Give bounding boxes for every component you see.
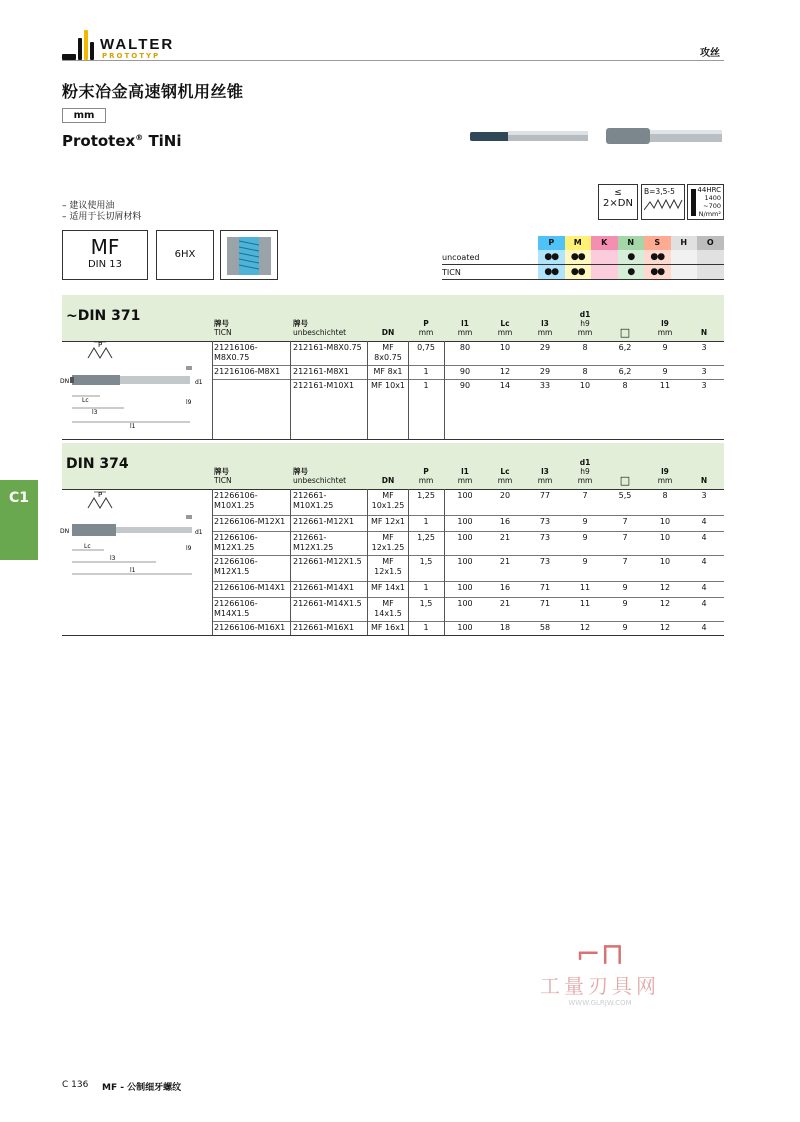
suitability-dots: ●●: [570, 252, 585, 262]
column-header-l1-line: l1: [461, 467, 469, 476]
column-header-n-line: N: [700, 328, 708, 337]
cell-ticn: 21266106- M10X1.25: [214, 491, 258, 510]
cell-unb: 212661-M12X1.5: [293, 557, 362, 566]
cell-l3: 73: [539, 557, 551, 566]
cell-dn: MF 8x1: [373, 367, 403, 376]
cell-n: 4: [701, 557, 707, 566]
cell-sq: 6,2: [618, 367, 632, 376]
watermark: [540, 937, 660, 1007]
cell-l1: 100: [457, 599, 473, 608]
cell-dn: MF 14x1: [370, 583, 406, 592]
cell-n: 3: [701, 367, 707, 376]
row-rule: [212, 581, 724, 582]
cell-lc: 10: [499, 343, 511, 352]
svg-text:d1: d1: [195, 379, 203, 386]
row-rule: [212, 365, 724, 366]
cell-p: 1: [423, 583, 429, 592]
strength-top: 1400: [704, 194, 721, 202]
column-header-lc-line: mm: [497, 328, 513, 337]
column-header-l9-line: l9: [661, 467, 669, 476]
column-header-unb: [293, 467, 366, 485]
cell-l3: 71: [539, 583, 551, 592]
footer-title: MF - 公制细牙螺纹: [102, 1083, 182, 1093]
cell-p: 1,5: [419, 599, 433, 608]
column-header-l9-line: mm: [657, 328, 673, 337]
column-header-lc-line: Lc: [500, 467, 510, 476]
cell-lc: 16: [499, 583, 511, 592]
cell-unb: 212661-M12X1: [293, 517, 355, 526]
hardness-bar-icon: [691, 189, 696, 216]
note-oil: – 建议使用油: [62, 201, 115, 211]
column-divider: [290, 341, 291, 439]
column-header-n: [690, 476, 718, 485]
cell-l3: 33: [539, 381, 551, 390]
cell-dn: MF 12x1: [370, 517, 406, 526]
cell-lc: 21: [499, 557, 511, 566]
cell-p: 1: [423, 623, 429, 632]
thread-standard: DIN 13: [87, 259, 123, 270]
product-name: [62, 132, 182, 150]
cell-unb: 212661-M14X1.5: [293, 599, 362, 608]
cell-l9: 12: [659, 599, 671, 608]
column-header-sq: [606, 328, 644, 338]
section2-title: DIN 374: [66, 456, 129, 472]
column-header-p: [410, 319, 442, 337]
suitability-dots: ●●: [570, 267, 585, 277]
page-title: 粉末冶金高速钢机用丝锥: [62, 82, 244, 101]
watermark-text: 工量刃具网: [540, 974, 660, 998]
column-header-p-line: P: [423, 467, 429, 476]
column-header-d1: [566, 310, 604, 337]
column-divider: [367, 341, 368, 439]
cell-l9: 11: [659, 381, 671, 390]
column-header-d1-line: d1: [579, 458, 591, 467]
cell-d1: 9: [582, 517, 588, 526]
cell-n: 4: [701, 583, 707, 592]
threaded-hole-icon: [221, 231, 277, 279]
cell-d1: 8: [582, 367, 588, 376]
material-col-n: N: [618, 236, 645, 250]
cell-sq: 5,5: [618, 491, 632, 500]
brand-subline: PROTOTYP: [102, 52, 161, 60]
column-header-d1-line: h9: [580, 467, 590, 476]
column-header-sq-line: □: [619, 326, 631, 339]
svg-text:l1: l1: [130, 567, 136, 574]
cell-ticn: 21216106-M8X1: [214, 367, 281, 376]
cell-l3: 29: [539, 343, 551, 352]
cell-dn: MF 10x1: [370, 381, 406, 390]
cell-sq: 7: [622, 557, 628, 566]
column-header-ticn: [214, 319, 290, 337]
column-header-d1-line: h9: [580, 319, 590, 328]
row-rule: [212, 621, 724, 622]
svg-text:l3: l3: [92, 409, 98, 416]
cell-unb: 212161-M8X1: [293, 367, 349, 376]
registered-mark: ®: [135, 133, 144, 142]
column-header-l3: [526, 319, 564, 337]
material-col-s: S: [644, 236, 671, 250]
cell-l9: 9: [662, 367, 668, 376]
column-header-unb-line: unbeschichtet: [293, 328, 347, 337]
suitability-dots: ●: [627, 252, 635, 262]
row-rule: [212, 515, 724, 516]
cell-sq: 6,2: [618, 343, 632, 352]
material-col-p: P: [538, 236, 565, 250]
cell-dn: MF 12x1.25: [371, 533, 405, 552]
cell-n: 3: [701, 491, 707, 500]
cell-l9: 10: [659, 557, 671, 566]
cell-dn: MF 10x1.25: [371, 491, 405, 510]
section1-title: ~DIN 371: [66, 308, 141, 324]
material-col-m: M: [565, 236, 592, 250]
tap-diagram-din371: [60, 338, 210, 434]
column-header-p: [410, 467, 442, 485]
cell-lc: 14: [499, 381, 511, 390]
column-header-l9: [646, 319, 684, 337]
cell-dn: MF 12x1.5: [374, 557, 402, 576]
column-divider: [367, 489, 368, 635]
watermark-url: WWW.GLRJW.COM: [568, 999, 632, 1007]
cell-ticn: 21266106-M14X1: [214, 583, 286, 592]
column-header-l3: [526, 467, 564, 485]
column-header-d1: [566, 458, 604, 485]
diagram-p-label: P: [98, 341, 103, 349]
cell-lc: 18: [499, 623, 511, 632]
svg-text:l9: l9: [186, 545, 192, 552]
column-header-l1-line: l1: [461, 319, 469, 328]
tolerance-value: 6HX: [174, 249, 196, 260]
material-row-label: uncoated: [442, 253, 480, 262]
material-col-k: K: [591, 236, 618, 250]
cell-ticn: 21266106- M12X1.5: [214, 557, 258, 576]
depth-symbol: ≤: [614, 188, 622, 198]
row-rule: [212, 555, 724, 556]
logo-mark: [62, 30, 98, 60]
cell-unb: 212161-M8X0.75: [293, 343, 362, 352]
cell-lc: 16: [499, 517, 511, 526]
column-header-unb-line: unbeschichtet: [293, 476, 347, 485]
column-header-p-line: mm: [418, 328, 434, 337]
cell-l3: 29: [539, 367, 551, 376]
column-header-l1-line: mm: [457, 328, 473, 337]
chamfer-label: B=3,5-5: [644, 187, 675, 196]
row-rule: [212, 597, 724, 598]
material-cell-bg: [591, 265, 618, 280]
chamfer-icon-box: [641, 184, 685, 220]
cell-l1: 90: [459, 381, 471, 390]
cell-l3: 71: [539, 599, 551, 608]
cell-lc: 12: [499, 367, 511, 376]
column-header-l1: [446, 319, 484, 337]
cell-l9: 8: [662, 491, 668, 500]
cell-l1: 80: [459, 343, 471, 352]
brand-name: WALTER: [100, 36, 175, 53]
cell-lc: 21: [499, 599, 511, 608]
column-header-l3-line: l3: [541, 319, 549, 328]
column-header-ticn-line: 牌号: [214, 467, 229, 476]
cell-p: 1: [423, 381, 429, 390]
column-header-ticn-line: TICN: [214, 328, 232, 337]
column-header-d1-line: d1: [579, 310, 591, 319]
cell-l9: 12: [659, 623, 671, 632]
column-divider: [212, 341, 213, 439]
row-rule: [212, 531, 724, 532]
cell-p: 1,5: [419, 557, 433, 566]
cell-n: 4: [701, 533, 707, 542]
cell-p: 1,25: [417, 533, 435, 542]
column-header-sq: [606, 476, 644, 486]
cell-sq: 8: [622, 381, 628, 390]
cell-n: 4: [701, 517, 707, 526]
chapter-tab: C1: [0, 480, 38, 560]
column-divider: [212, 489, 213, 635]
column-header-unb: [293, 319, 366, 337]
column-header-ticn-line: 牌号: [214, 319, 229, 328]
svg-text:l9: l9: [186, 399, 192, 406]
material-cell-bg: [697, 250, 724, 265]
column-header-dn-line: DN: [381, 476, 395, 485]
cell-d1: 11: [579, 599, 591, 608]
column-header-l3-line: l3: [541, 467, 549, 476]
cell-ticn: 21266106-M16X1: [214, 623, 286, 632]
tap-image-2: [606, 124, 724, 148]
cell-sq: 9: [622, 583, 628, 592]
brand-logo: [62, 30, 202, 62]
cell-d1: 8: [582, 343, 588, 352]
column-header-lc-line: mm: [497, 476, 513, 485]
column-header-dn-line: DN: [381, 328, 395, 337]
column-header-unb-line: 牌号: [293, 319, 308, 328]
cell-unb: 212661-M12X1.25: [293, 533, 334, 552]
cell-l9: 9: [662, 343, 668, 352]
column-divider: [408, 489, 409, 635]
cell-n: 4: [701, 599, 707, 608]
column-header-dn: [368, 328, 408, 337]
column-header-lc: [486, 319, 524, 337]
cell-d1: 7: [582, 491, 588, 500]
suitability-dots: ●●: [650, 252, 665, 262]
column-header-lc-line: Lc: [500, 319, 510, 328]
column-header-lc: [486, 467, 524, 485]
svg-text:P: P: [98, 491, 103, 499]
cell-dn: MF 16x1: [370, 623, 406, 632]
column-header-sq-line: □: [619, 474, 631, 487]
material-group-table: [442, 236, 724, 282]
column-header-l9: [646, 467, 684, 485]
section-label: 攻丝: [700, 48, 720, 59]
hardness-icon-box: [687, 184, 724, 220]
column-header-p-line: P: [423, 319, 429, 328]
column-header-l9-line: mm: [657, 476, 673, 485]
material-cell-bg: [671, 265, 698, 280]
column-header-l1: [446, 467, 484, 485]
cell-ticn: 21266106- M14X1.5: [214, 599, 258, 618]
cell-n: 3: [701, 381, 707, 390]
cell-p: 1: [423, 517, 429, 526]
cell-l1: 90: [459, 367, 471, 376]
cell-sq: 7: [622, 517, 628, 526]
column-divider: [290, 489, 291, 635]
cell-ticn: 21266106- M12X1.25: [214, 533, 258, 552]
depth-value: 2×DN: [603, 198, 633, 209]
table-bottom-rule: [62, 635, 724, 636]
cell-d1: 9: [582, 533, 588, 542]
column-divider: [408, 341, 409, 439]
svg-text:Lc: Lc: [84, 543, 91, 550]
column-header-ticn: [214, 467, 290, 485]
hardness-value: 44HRC: [697, 186, 721, 194]
strength-mid: ~700: [703, 202, 721, 210]
cell-dn: MF 14x1.5: [374, 599, 402, 618]
svg-text:DN: DN: [60, 378, 70, 385]
cell-d1: 10: [579, 381, 591, 390]
suitability-dots: ●●: [544, 267, 559, 277]
cell-l1: 100: [457, 557, 473, 566]
cell-l1: 100: [457, 491, 473, 500]
page-number: C 136: [62, 1080, 89, 1090]
cell-l9: 10: [659, 533, 671, 542]
table-bottom-rule: [62, 439, 724, 440]
tap-image-1: [470, 126, 590, 146]
tolerance-box: [156, 230, 214, 280]
column-header-unb-line: 牌号: [293, 467, 308, 476]
column-header-l3-line: mm: [537, 328, 553, 337]
material-col-o: O: [697, 236, 724, 250]
unit-badge: mm: [62, 108, 106, 123]
cell-sq: 7: [622, 533, 628, 542]
cell-l3: 73: [539, 517, 551, 526]
column-header-dn: [368, 476, 408, 485]
cell-d1: 9: [582, 557, 588, 566]
column-header-d1-line: mm: [577, 476, 593, 485]
svg-text:l3: l3: [110, 555, 116, 562]
cell-d1: 12: [579, 623, 591, 632]
cell-p: 0,75: [417, 343, 435, 352]
cell-ticn: 21266106-M12X1: [214, 517, 286, 526]
strength-unit: N/mm²: [698, 210, 721, 218]
header-rule: [62, 60, 724, 61]
cell-d1: 11: [579, 583, 591, 592]
watermark-logo: ⌐⊓: [575, 937, 625, 972]
hole-type-box: [220, 230, 278, 280]
cell-unb: 212661-M16X1: [293, 623, 355, 632]
svg-text:l1: l1: [130, 423, 136, 430]
column-divider: [444, 341, 445, 439]
cell-sq: 9: [622, 599, 628, 608]
cell-n: 3: [701, 343, 707, 352]
row-rule: [212, 379, 724, 380]
cell-lc: 20: [499, 491, 511, 500]
cell-l9: 12: [659, 583, 671, 592]
thread-type: MF: [90, 235, 120, 259]
cell-l1: 100: [457, 517, 473, 526]
cell-p: 1,25: [417, 491, 435, 500]
cell-n: 4: [701, 623, 707, 632]
column-header-l1-line: mm: [457, 476, 473, 485]
thread-chamfer-icon: [644, 196, 684, 212]
cell-l1: 100: [457, 623, 473, 632]
material-cell-bg: [591, 250, 618, 265]
cell-l3: 58: [539, 623, 551, 632]
tap-diagram-din374: [60, 488, 210, 584]
cell-l1: 100: [457, 583, 473, 592]
svg-text:d1: d1: [195, 529, 203, 536]
cell-l3: 77: [539, 491, 551, 500]
material-cell-bg: [697, 265, 724, 280]
product-name-text: Prototex: [62, 132, 136, 150]
note-long-chip: – 适用于长切屑材料: [62, 212, 142, 222]
cell-unb: 212161-M10X1: [293, 381, 355, 390]
cell-unb: 212661-M14X1: [293, 583, 355, 592]
svg-text:Lc: Lc: [82, 397, 89, 404]
column-header-l3-line: mm: [537, 476, 553, 485]
column-divider: [444, 489, 445, 635]
column-header-ticn-line: TICN: [214, 476, 232, 485]
depth-icon-box: [598, 184, 638, 220]
column-header-p-line: mm: [418, 476, 434, 485]
cell-lc: 21: [499, 533, 511, 542]
thread-type-box: [62, 230, 148, 280]
cell-sq: 9: [622, 623, 628, 632]
column-header-d1-line: mm: [577, 328, 593, 337]
cell-unb: 212661-M10X1.25: [293, 491, 334, 510]
suitability-dots: ●●: [544, 252, 559, 262]
cell-ticn: 21216106- M8X0.75: [214, 343, 258, 362]
cell-l9: 10: [659, 517, 671, 526]
product-coating: TiNi: [148, 132, 182, 150]
material-row-label: TICN: [442, 268, 461, 277]
column-header-l9-line: l9: [661, 319, 669, 328]
cell-l3: 73: [539, 533, 551, 542]
material-cell-bg: [671, 250, 698, 265]
column-header-n: [690, 328, 718, 337]
column-header-n-line: N: [700, 476, 708, 485]
cell-p: 1: [423, 367, 429, 376]
suitability-dots: ●: [627, 267, 635, 277]
cell-dn: MF 8x0.75: [374, 343, 402, 362]
cell-l1: 100: [457, 533, 473, 542]
svg-text:DN: DN: [60, 528, 70, 535]
material-col-h: H: [671, 236, 698, 250]
suitability-dots: ●●: [650, 267, 665, 277]
